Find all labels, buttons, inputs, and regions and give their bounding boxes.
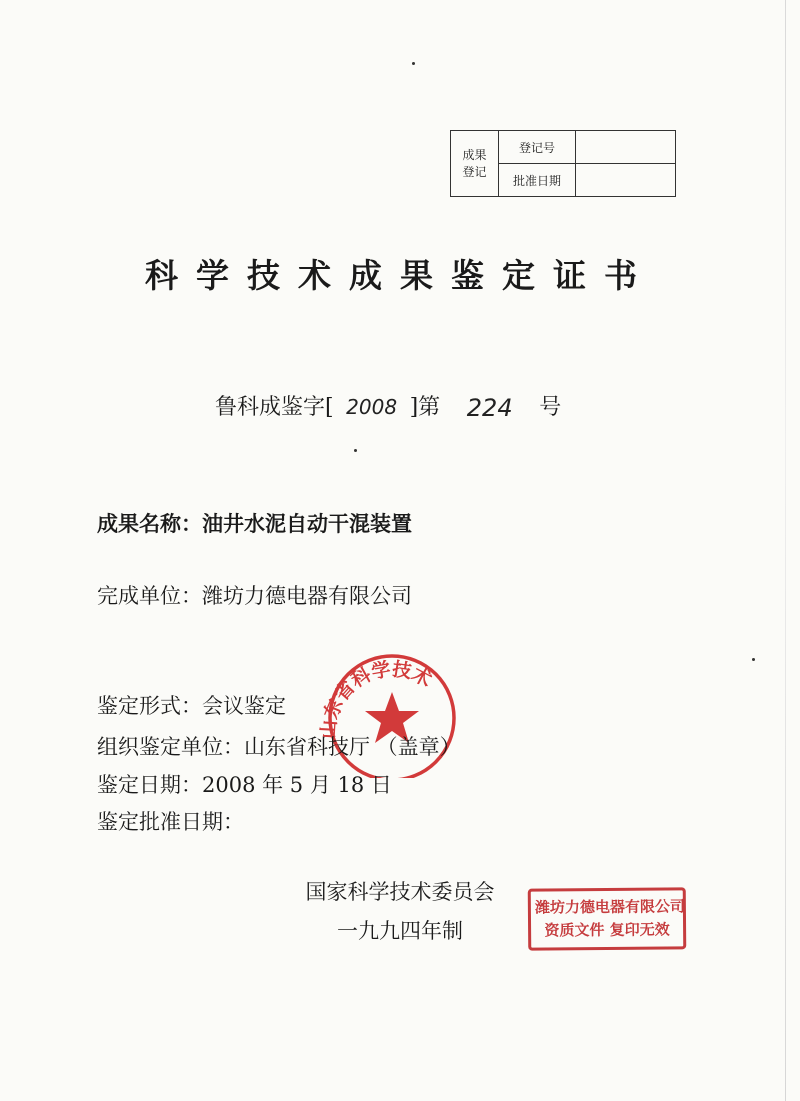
seal-text-path: 山东省科学技术: [317, 658, 436, 740]
approval-date-value: [576, 164, 676, 197]
scan-speck: [412, 62, 415, 65]
achievement-name: 成果名称：油井水泥自动干混装置: [97, 511, 412, 536]
approval-date: 鉴定批准日期：: [97, 810, 244, 834]
organizing-unit: 组织鉴定单位：山东省科技厅 （盖章）: [97, 735, 461, 759]
document-number: [215, 390, 561, 421]
doc-number-middle: ]第: [409, 395, 441, 420]
doc-number-value: 224: [466, 394, 513, 422]
registration-header-line2: 登记: [462, 164, 487, 179]
issuer-name: 国家科学技术委员会: [305, 880, 495, 904]
appraisal-date: 鉴定日期：2008 年 5 月 18 日: [97, 773, 392, 797]
copy-invalid-stamp: [528, 887, 687, 950]
registration-number-label: 登记号: [499, 131, 576, 164]
doc-number-prefix: 鲁科成鉴字[: [215, 395, 334, 420]
seal-text: [318, 657, 436, 739]
registration-header-line1: 成果: [462, 147, 487, 162]
doc-number-year: 2008: [346, 395, 398, 419]
issuer-year: 一九九四年制: [337, 919, 463, 943]
registration-header: [451, 131, 499, 197]
registration-number-value: [576, 131, 676, 164]
appraisal-form: 鉴定形式：会议鉴定: [97, 694, 286, 718]
copy-stamp-line2: 资质文件 复印无效: [544, 920, 670, 940]
registration-box: [450, 130, 676, 197]
scan-speck: [752, 658, 755, 661]
scan-speck: [354, 449, 357, 452]
doc-number-suffix: 号: [539, 395, 562, 420]
approval-date-label: 批准日期: [499, 164, 576, 197]
certificate-title: 科学技术成果鉴定证书: [145, 256, 655, 295]
copy-stamp-line1: 潍坊力德电器有限公司: [534, 897, 685, 917]
completing-unit: 完成单位：潍坊力德电器有限公司: [97, 584, 412, 608]
